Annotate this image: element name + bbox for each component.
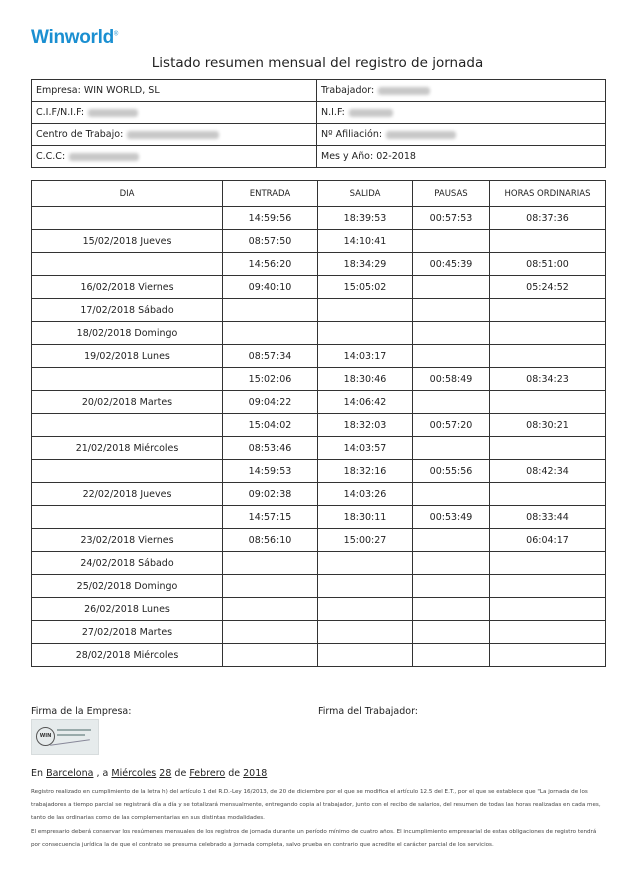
centro-cell — [32, 124, 317, 146]
cell-entrada — [223, 322, 318, 345]
registered-mark: ® — [113, 31, 119, 38]
cell-dia — [32, 207, 223, 230]
cell-pausas — [413, 483, 490, 506]
cell-salida: 14:06:42 — [318, 391, 413, 414]
cell-dia: 24/02/2018 Sábado — [32, 552, 223, 575]
header-info-table — [31, 79, 606, 168]
table-row — [32, 414, 606, 437]
cell-entrada: 14:56:20 — [223, 253, 318, 276]
cell-entrada: 08:57:34 — [223, 345, 318, 368]
cell-dia: 20/02/2018 Martes — [32, 391, 223, 414]
cell-horas: 05:24:52 — [490, 276, 606, 299]
afiliacion-label: Nº Afiliación: — [321, 129, 383, 140]
cell-salida: 14:03:26 — [318, 483, 413, 506]
ccc-cell — [32, 146, 317, 168]
table-row — [32, 437, 606, 460]
cell-pausas — [413, 437, 490, 460]
cell-dia: 17/02/2018 Sábado — [32, 299, 223, 322]
table-row — [32, 368, 606, 391]
legal-notice — [31, 786, 606, 852]
cell-dia: 28/02/2018 Miércoles — [32, 644, 223, 667]
cell-dia: 25/02/2018 Domingo — [32, 575, 223, 598]
cell-salida: 14:03:17 — [318, 345, 413, 368]
col-header-salida: SALIDA — [318, 181, 413, 207]
place-date-line — [31, 768, 267, 779]
stamp-line — [57, 729, 91, 731]
place-year: 2018 — [243, 768, 268, 779]
place-weekday: Miércoles — [111, 768, 157, 779]
cell-salida — [318, 575, 413, 598]
cell-salida: 15:00:27 — [318, 529, 413, 552]
centro-label: Centro de Trabajo: — [36, 129, 124, 140]
winworld-logo — [31, 27, 118, 49]
cell-pausas — [413, 575, 490, 598]
cell-pausas: 00:53:49 — [413, 506, 490, 529]
cell-pausas: 00:45:39 — [413, 253, 490, 276]
cell-salida: 18:39:53 — [318, 207, 413, 230]
stamp-signature-stroke — [50, 739, 90, 746]
table-row — [32, 506, 606, 529]
table-row — [32, 460, 606, 483]
table-row — [32, 529, 606, 552]
firma-empresa-label: Firma de la Empresa: — [31, 706, 132, 717]
cell-horas — [490, 575, 606, 598]
table-row — [32, 299, 606, 322]
cell-pausas: 00:57:20 — [413, 414, 490, 437]
cell-entrada: 14:59:56 — [223, 207, 318, 230]
legal-paragraph-2: El empresario deberá conservar los resúmenes mensuales de los registros de jornada durante un período mínimo de cuatro años. El incumplimiento empresarial de estas obligaciones de registro tendrá por consecuencia jurídica la de que el contrato se presuma celebrado a jornada completa, salvo prueba en contrario que acredite el carácter parcial de los servicios. — [31, 828, 597, 848]
redacted-trabajador — [378, 87, 430, 95]
cell-salida: 14:10:41 — [318, 230, 413, 253]
cell-pausas — [413, 322, 490, 345]
cell-dia: 19/02/2018 Lunes — [32, 345, 223, 368]
cell-entrada — [223, 644, 318, 667]
table-row — [32, 230, 606, 253]
cell-salida: 18:32:16 — [318, 460, 413, 483]
table-row — [32, 552, 606, 575]
col-header-dia: DIA — [32, 181, 223, 207]
cell-entrada — [223, 598, 318, 621]
cell-dia: 27/02/2018 Martes — [32, 621, 223, 644]
place-month: Febrero — [189, 768, 226, 779]
cell-entrada: 08:53:46 — [223, 437, 318, 460]
company-stamp — [31, 719, 99, 755]
cell-horas — [490, 299, 606, 322]
cell-pausas — [413, 391, 490, 414]
table-row — [32, 322, 606, 345]
cell-entrada — [223, 552, 318, 575]
place-sep: , a — [96, 768, 109, 779]
redacted-afiliacion — [386, 131, 456, 139]
cif-cell — [32, 102, 317, 124]
cell-dia: 18/02/2018 Domingo — [32, 322, 223, 345]
col-header-horas: HORAS ORDINARIAS — [490, 181, 606, 207]
table-row — [32, 391, 606, 414]
stamp-line — [57, 734, 85, 736]
cell-salida — [318, 644, 413, 667]
cell-dia: 15/02/2018 Jueves — [32, 230, 223, 253]
cell-horas: 08:42:34 — [490, 460, 606, 483]
cell-entrada — [223, 299, 318, 322]
cell-entrada: 14:57:15 — [223, 506, 318, 529]
cell-dia — [32, 368, 223, 391]
cell-pausas — [413, 598, 490, 621]
cell-salida: 18:32:03 — [318, 414, 413, 437]
cell-horas: 08:33:44 — [490, 506, 606, 529]
cell-entrada: 14:59:53 — [223, 460, 318, 483]
table-row — [32, 253, 606, 276]
cell-salida: 18:30:46 — [318, 368, 413, 391]
cell-horas — [490, 230, 606, 253]
cell-horas: 08:34:23 — [490, 368, 606, 391]
cell-pausas — [413, 345, 490, 368]
cif-label: C.I.F/N.I.F: — [36, 107, 85, 118]
cell-entrada: 08:57:50 — [223, 230, 318, 253]
cell-horas: 08:51:00 — [490, 253, 606, 276]
cell-horas — [490, 598, 606, 621]
cell-horas — [490, 621, 606, 644]
legal-paragraph-1: Registro realizado en cumplimiento de la letra h) del artículo 1 del R.D.-Ley 16/2013, de 20 de diciembre por el que se modifica el artículo 12.5 del E.T., por el que se establece que "La jornada de los trabajadores a tiempo parcial se registrará día a día y se totalizará mensualmente, entregando copia al trabajador, junto con el recibo de salarios, del resumen de todas las horas realizadas en cada mes, tanto de las ordinarias como de las complementarias en sus distintas modalidades. — [31, 789, 601, 822]
ccc-label: C.C.C: — [36, 151, 66, 162]
empresa-cell — [32, 80, 317, 102]
table-row — [32, 345, 606, 368]
place-day: 28 — [159, 768, 172, 779]
logo-text: Winworld — [31, 27, 114, 48]
daily-register-body — [32, 207, 606, 667]
cell-salida: 18:30:11 — [318, 506, 413, 529]
cell-salida — [318, 299, 413, 322]
redacted-centro — [127, 131, 219, 139]
cell-horas — [490, 391, 606, 414]
nif-label: N.I.F: — [321, 107, 345, 118]
trabajador-label: Trabajador: — [321, 85, 375, 96]
cell-entrada: 09:02:38 — [223, 483, 318, 506]
place-de2: de — [228, 768, 241, 779]
redacted-ccc — [69, 153, 139, 161]
cell-dia: 16/02/2018 Viernes — [32, 276, 223, 299]
cell-dia: 23/02/2018 Viernes — [32, 529, 223, 552]
cell-pausas — [413, 552, 490, 575]
cell-dia — [32, 414, 223, 437]
table-row — [32, 644, 606, 667]
cell-horas: 06:04:17 — [490, 529, 606, 552]
cell-salida: 14:03:57 — [318, 437, 413, 460]
trabajador-cell — [317, 80, 606, 102]
cell-entrada: 09:40:10 — [223, 276, 318, 299]
cell-entrada — [223, 575, 318, 598]
cell-horas — [490, 644, 606, 667]
cell-salida — [318, 322, 413, 345]
place-prefix: En — [31, 768, 44, 779]
cell-pausas — [413, 276, 490, 299]
col-header-entrada: ENTRADA — [223, 181, 318, 207]
cell-dia: 22/02/2018 Jueves — [32, 483, 223, 506]
cell-pausas — [413, 299, 490, 322]
table-row — [32, 598, 606, 621]
table-row — [32, 207, 606, 230]
cell-entrada: 09:04:22 — [223, 391, 318, 414]
stamp-seal-icon: WIN — [36, 727, 55, 746]
cell-salida — [318, 621, 413, 644]
cell-pausas — [413, 230, 490, 253]
cell-dia — [32, 506, 223, 529]
cell-horas — [490, 322, 606, 345]
cell-salida — [318, 552, 413, 575]
empresa-label: Empresa: — [36, 85, 81, 96]
cell-dia: 21/02/2018 Miércoles — [32, 437, 223, 460]
cell-entrada: 08:56:10 — [223, 529, 318, 552]
place-de1: de — [174, 768, 187, 779]
table-row — [32, 575, 606, 598]
page-title: Listado resumen mensual del registro de jornada — [151, 55, 484, 71]
cell-pausas: 00:55:56 — [413, 460, 490, 483]
cell-dia: 26/02/2018 Lunes — [32, 598, 223, 621]
cell-pausas — [413, 644, 490, 667]
cell-dia — [32, 253, 223, 276]
afiliacion-cell — [317, 124, 606, 146]
table-row — [32, 621, 606, 644]
col-header-pausas: PAUSAS — [413, 181, 490, 207]
cell-pausas: 00:58:49 — [413, 368, 490, 391]
place-city: Barcelona — [46, 768, 94, 779]
cell-entrada: 15:02:06 — [223, 368, 318, 391]
cell-pausas — [413, 529, 490, 552]
cell-horas — [490, 345, 606, 368]
cell-pausas: 00:57:53 — [413, 207, 490, 230]
cell-salida: 18:34:29 — [318, 253, 413, 276]
cell-horas — [490, 437, 606, 460]
table-row — [32, 483, 606, 506]
mesanio-value: 02-2018 — [376, 151, 416, 162]
cell-entrada: 15:04:02 — [223, 414, 318, 437]
nif-cell — [317, 102, 606, 124]
cell-entrada — [223, 621, 318, 644]
table-row — [32, 276, 606, 299]
firma-trabajador-label: Firma del Trabajador: — [318, 706, 419, 717]
redacted-nif — [349, 109, 393, 117]
cell-horas: 08:30:21 — [490, 414, 606, 437]
cell-horas: 08:37:36 — [490, 207, 606, 230]
cell-pausas — [413, 621, 490, 644]
empresa-value: WIN WORLD, SL — [83, 85, 160, 96]
cell-salida: 15:05:02 — [318, 276, 413, 299]
cell-salida — [318, 598, 413, 621]
cell-horas — [490, 552, 606, 575]
mesanio-label: Mes y Año: — [321, 151, 374, 162]
cell-dia — [32, 460, 223, 483]
mesanio-cell — [317, 146, 606, 168]
cell-horas — [490, 483, 606, 506]
daily-register-table — [31, 180, 606, 667]
redacted-cif — [88, 109, 138, 117]
